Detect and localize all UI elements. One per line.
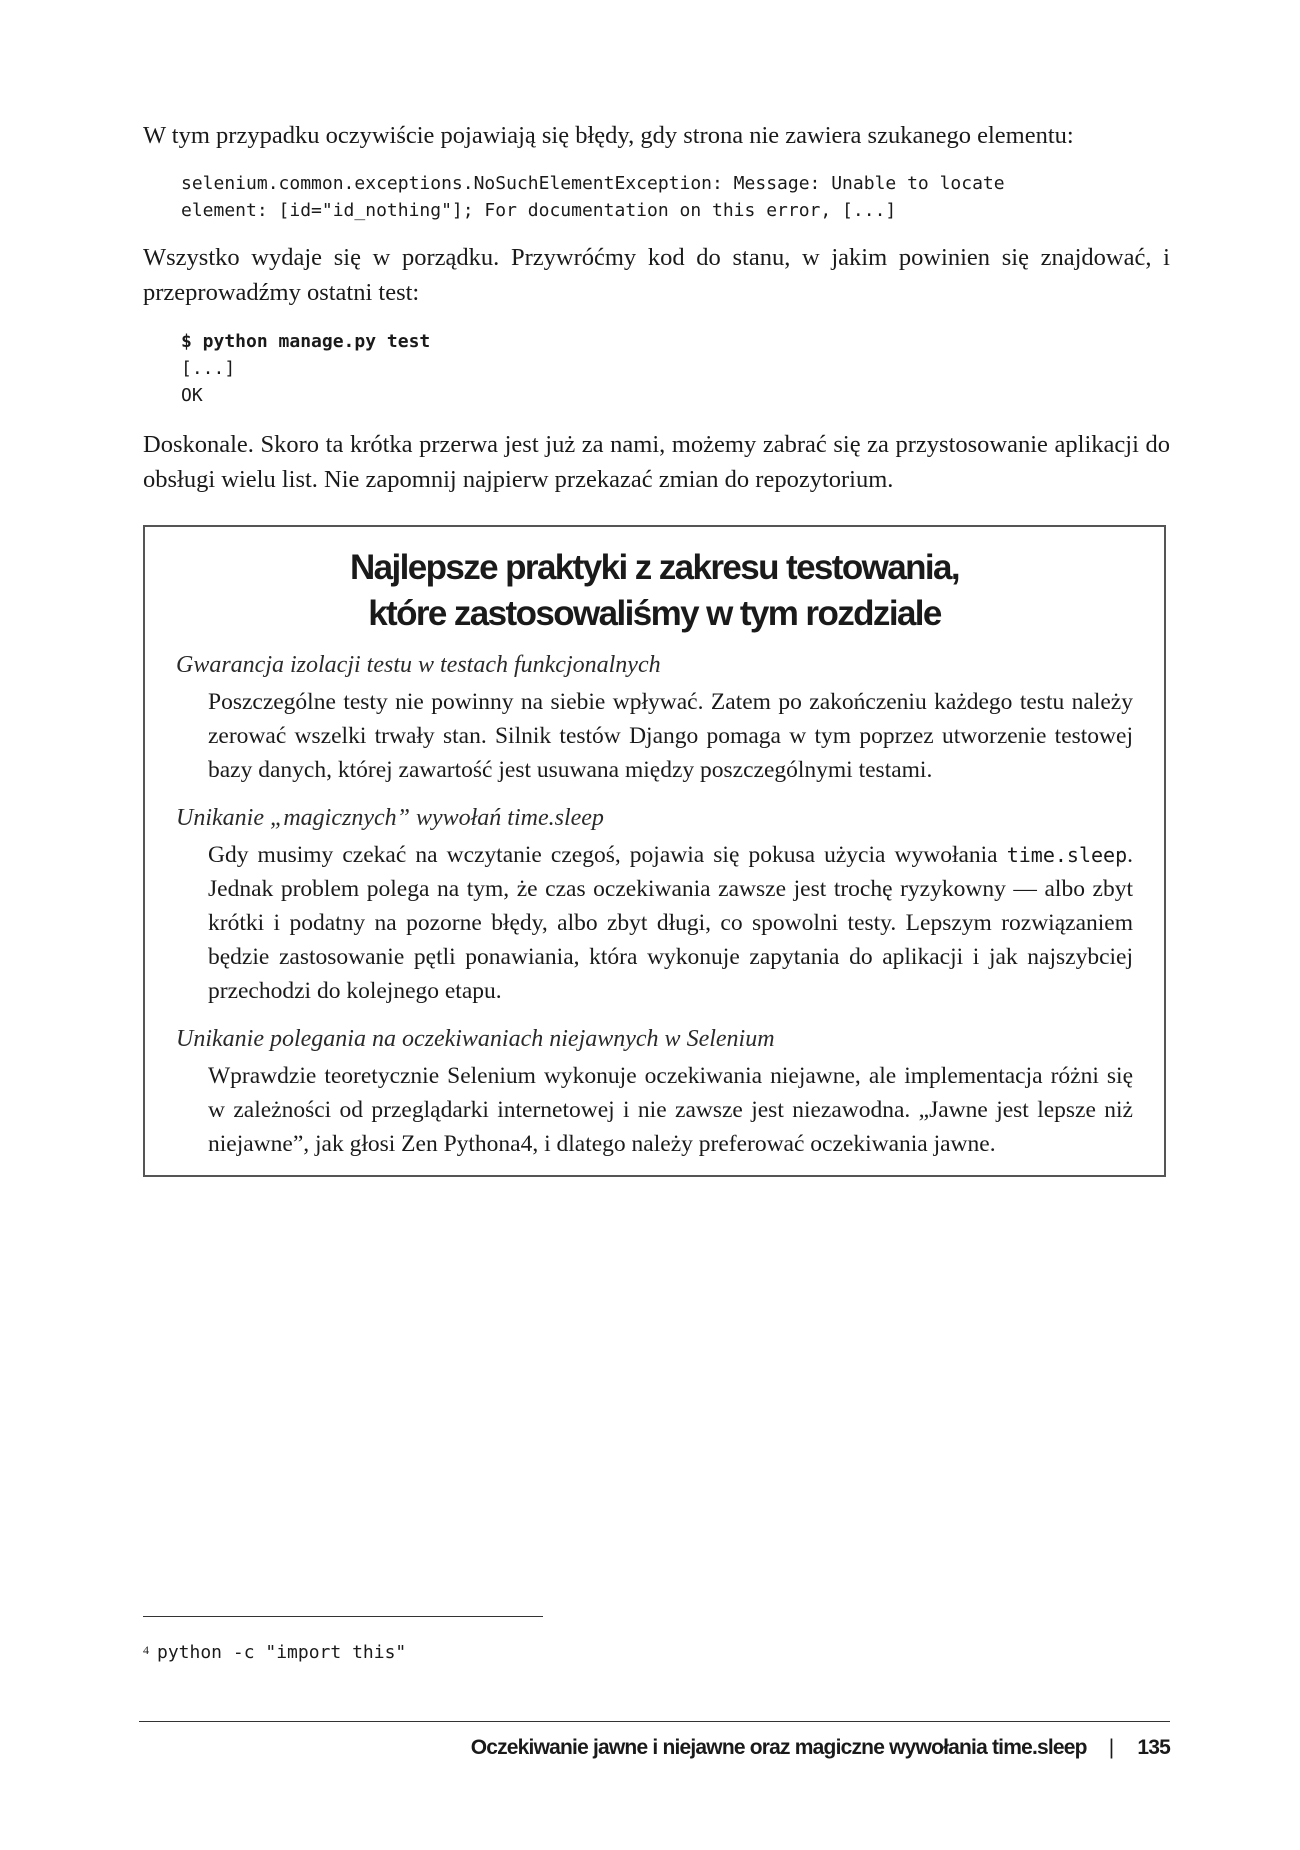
practice-description: Poszczególne testy nie powinny na siebie wpływać. Zatem po zakończeniu każdego testu należy zerować wszelki trwały stan. Silnik testów Django pomaga w tym poprzez utworzenie testowej bazy danych, której zawartość jest usuwana między poszczególnymi testami. <box>208 689 1133 783</box>
running-footer <box>471 1733 1170 1763</box>
footnote-divider <box>143 1616 543 1617</box>
sidebar-title-line: Najlepsze praktyki z zakresu testowania, <box>349 548 960 587</box>
code-line: element: [id="id_nothing"]; For documentation on this error, [...] <box>181 200 897 221</box>
footnote-text: python -c "import this" <box>157 1642 407 1663</box>
practice-description: Gdy musimy czekać na wczytanie czegoś, pojawia się pokusa użycia wywołania time.sleep. Jednak problem polega na tym, że czas oczekiwania zawsze jest trochę ryzykowny — albo zbyt krótki i podatny na pozorne błędy, albo zbyt długi, co spowolni testy. Lepszym rozwiązaniem będzie zastosowanie pętli ponawiania, która wykonuje zapytania do aplikacji i jak najszybciej przechodzi do kolejnego etapu. <box>208 842 1133 1004</box>
code-line: selenium.common.exceptions.NoSuchElementException: Message: Unable to locate <box>181 173 1005 194</box>
error-code-block <box>181 170 1005 224</box>
test-command-block <box>181 328 430 409</box>
practice-term: Gwarancja izolacji testu w testach funkcjonalnych <box>176 652 661 678</box>
footer-divider <box>139 1721 1170 1722</box>
best-practices-sidebar <box>143 525 1166 1177</box>
inline-code: time.sleep <box>1006 843 1128 867</box>
intro-paragraph: W tym przypadku oczywiście pojawiają się błędy, gdy strona nie zawiera szukanego elementu: <box>143 122 1074 149</box>
practice-description: Wprawdzie teoretycznie Selenium wykonuje oczekiwania niejawne, ale implementacja różni się w zależności od przeglądarki internetowej i nie zawsze jest niezawodna. „Jawne jest lepsze niż niejawne”, jak głosi Zen Pythona4, i dlatego należy preferować oczekiwania jawne. <box>208 1063 1133 1157</box>
code-line: OK <box>181 385 203 406</box>
shell-command: $ python manage.py test <box>181 331 431 352</box>
footer-separator: | <box>1108 1736 1114 1759</box>
paragraph: Wszystko wydaje się w porządku. Przywróćmy kod do stanu, w jakim powinien się znajdować, i przeprowadźmy ostatni test: <box>143 244 1170 306</box>
paragraph: Doskonale. Skoro ta krótka przerwa jest już za nami, możemy zabrać się za przystosowanie aplikacji do obsługi wielu list. Nie zapomnij najpierw przekazać zmian do repozytorium. <box>143 431 1170 493</box>
sidebar-title-line: które zastosowaliśmy w tym rozdziale <box>368 594 941 633</box>
page-number: 135 <box>1137 1736 1170 1759</box>
footnote-marker: 4 <box>143 1643 149 1657</box>
footer-chapter-title: Oczekiwanie jawne i niejawne oraz magiczne wywołania time.sleep <box>470 1736 1087 1759</box>
book-page <box>143 0 1170 1850</box>
footnote <box>143 1640 406 1665</box>
code-line: [...] <box>181 358 236 379</box>
sidebar-title <box>145 545 1164 637</box>
practice-term: Unikanie polegania na oczekiwaniach niejawnych w Selenium <box>176 1026 775 1052</box>
practice-term: Unikanie „magicznych” wywołań time.sleep <box>176 805 604 831</box>
